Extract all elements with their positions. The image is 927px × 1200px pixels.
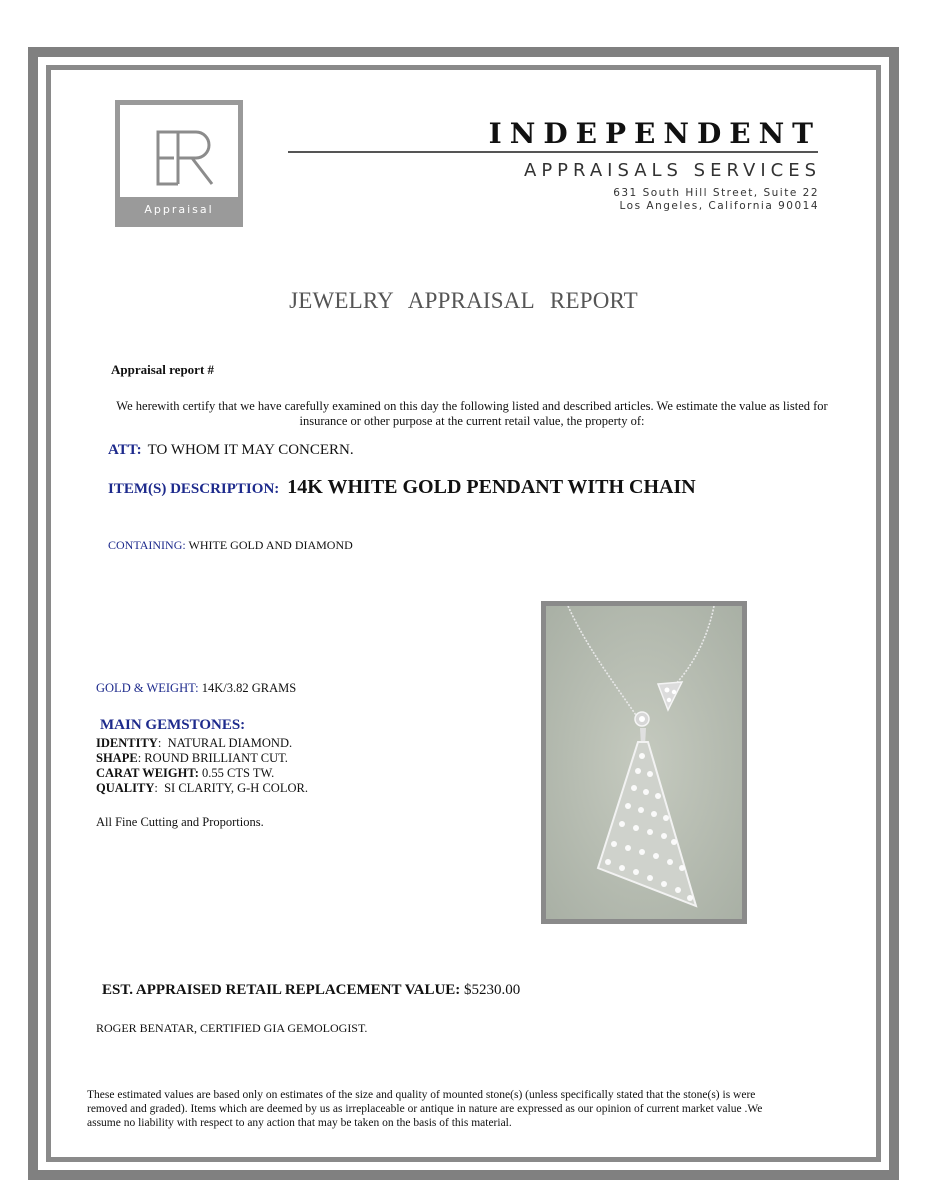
estimated-value-line [102, 982, 520, 999]
pendant-illustration [546, 606, 742, 919]
carat-weight-label: CARAT WEIGHT: [96, 766, 199, 780]
report-title: JEWELRY APPRAISAL REPORT [289, 288, 638, 313]
containing-value: WHITE GOLD AND DIAMOND [188, 538, 353, 552]
appraisal-report-number: Appraisal report # [111, 362, 215, 377]
identity-label: IDENTITY [96, 736, 158, 750]
identity-value: NATURAL DIAMOND. [167, 736, 293, 750]
att-line [108, 442, 354, 459]
logo-caption: Appraisal [119, 197, 239, 223]
quality-value: SI CLARITY, G-H COLOR. [164, 781, 308, 795]
identity-line: IDENTITY: NATURAL DIAMOND. [96, 736, 293, 750]
company-subtitle: APPRAISALS SERVICES [524, 160, 821, 181]
att-value: TO WHOM IT MAY CONCERN. [147, 442, 354, 458]
item-description-label: ITEM(S) DESCRIPTION: [108, 481, 280, 497]
shape-label: SHAPE [96, 751, 138, 765]
gold-weight-label: GOLD & WEIGHT: [96, 681, 199, 695]
estimated-value-amount: $5230.00 [464, 982, 521, 998]
br-monogram-logo-mark [148, 128, 224, 188]
certification-statement: We herewith certify that we have carefully examined on this day the following listed and described articles. We estimate the value as listed for insurance or other purpose at the current retail value, the property of: [116, 399, 828, 428]
containing-label: CONTAINING: [108, 538, 186, 552]
company-name: INDEPENDENT [488, 117, 821, 150]
att-label: ATT: [108, 442, 142, 458]
carat-weight-value: 0.55 CTS TW. [202, 766, 275, 780]
containing-line [108, 538, 353, 553]
cutting-note: All Fine Cutting and Proportions. [96, 815, 264, 829]
carat-weight-line [96, 766, 274, 781]
pendant-photo [541, 601, 747, 924]
company-address-line2: Los Angeles, California 90014 [619, 200, 819, 212]
gold-weight-line [96, 681, 296, 696]
company-header-rule [288, 151, 818, 153]
gemologist-signature-line: ROGER BENATAR, CERTIFIED GIA GEMOLOGIST. [96, 1021, 368, 1035]
estimated-value-label: EST. APPRAISED RETAIL REPLACEMENT VALUE: [102, 982, 461, 998]
company-address-line1: 631 South Hill Street, Suite 22 [613, 187, 819, 199]
shape-line: SHAPE: ROUND BRILLIANT CUT. [96, 751, 288, 765]
item-description [108, 476, 696, 499]
quality-label: QUALITY [96, 781, 155, 795]
item-description-value: 14K WHITE GOLD PENDANT WITH CHAIN [287, 476, 696, 498]
main-gemstones-heading: MAIN GEMSTONES: [100, 717, 246, 733]
disclaimer-text: These estimated values are based only on estimates of the size and quality of mounted stone(s) (unless specifically stated that the stone(s) is were removed and graded). Items which are deemed by us as irreplaceable or antique in nature are expressed as our opinion of current market value .We assume no liability with respect to any action that may be taken on the basis of this material. [87, 1089, 763, 1129]
gold-weight-value: 14K/3.82 GRAMS [201, 681, 297, 695]
quality-line: QUALITY: SI CLARITY, G-H COLOR. [96, 781, 308, 795]
shape-value: ROUND BRILLIANT CUT. [144, 751, 288, 765]
